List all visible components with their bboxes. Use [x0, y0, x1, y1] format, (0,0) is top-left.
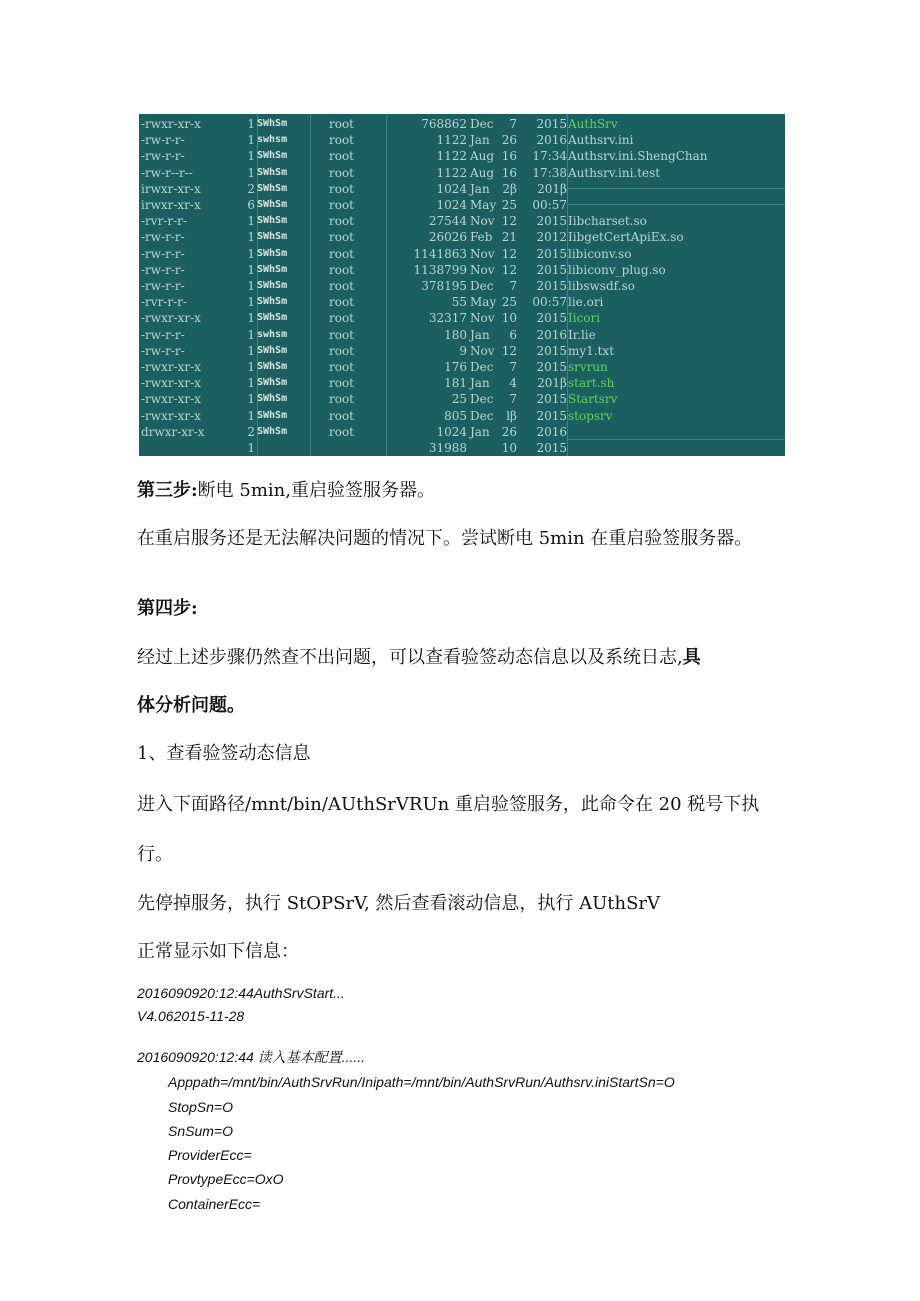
listing-mon: Nov: [470, 214, 495, 229]
listing-size: 26026: [428, 230, 467, 245]
listing-row: [139, 294, 785, 310]
listing-owner: swhsm: [257, 328, 288, 340]
listing-group: root: [329, 149, 355, 164]
listing-perm: -rwxr-xr-x: [141, 376, 201, 391]
listing-time: 2015: [536, 117, 567, 131]
listing-row: [139, 408, 785, 424]
listing-links: 1: [247, 327, 255, 342]
listing-group: root: [329, 198, 355, 212]
listing-owner: SWhSm: [257, 199, 288, 210]
listing-links: 1: [247, 343, 255, 358]
listing-name: my1.txt: [568, 343, 615, 358]
listing-group: root: [329, 279, 355, 293]
listing-mon: Jan: [470, 133, 490, 148]
listing-name: IibgetCertApiEx.so: [568, 230, 684, 245]
listing-day: 12: [501, 214, 517, 229]
listing-perm: -rwxr-xr-x: [141, 392, 201, 407]
listing-perm: -rvr-r-r-: [141, 214, 187, 229]
listing-time: 00:57: [532, 295, 567, 310]
log-line: ProvtypeEcc=OxO: [168, 1171, 284, 1187]
listing-owner: SWhSm: [257, 377, 288, 389]
listing-row: [139, 148, 785, 164]
listing-size: 1138799: [413, 262, 467, 277]
listing-owner: swhsm: [257, 134, 288, 146]
listing-mon: Aug: [470, 165, 495, 180]
listing-group: root: [329, 262, 355, 277]
listing-links: 1: [247, 133, 255, 148]
listing-day: 12: [501, 262, 517, 277]
listing-perm: -rw-r-r-: [141, 327, 185, 342]
listing-group: root: [329, 246, 355, 261]
listing-group: root: [329, 181, 355, 196]
listing-size: 55: [451, 295, 467, 310]
listing-mon: May: [470, 295, 497, 310]
listing-perm: -rw-r--r--: [141, 165, 193, 180]
para-power-off: 在重启服务还是无法解决问题的情况下。尝试断电 5min 在重启验签服务器。: [137, 528, 753, 549]
listing-mon: Aug: [470, 149, 495, 164]
listing-links: 1: [247, 149, 255, 164]
listing-group: root: [329, 376, 355, 391]
para-check-logs-a: 经过上述步骤仍然查不出问题，可以查看验签动态信息以及系统日志,: [137, 647, 683, 668]
listing-name: libiconv.so: [568, 246, 632, 261]
listing-perm: -rw-r-r-: [141, 262, 185, 277]
listing-time: 2015: [536, 343, 567, 358]
listing-time: 2016: [536, 133, 567, 148]
listing-size: 1122: [436, 133, 467, 148]
listing-links: 2: [247, 181, 255, 196]
listing-day: 6: [509, 327, 517, 342]
listing-perm: -rw-r-r-: [141, 230, 185, 245]
listing-row: [139, 213, 785, 229]
listing-day: 4: [509, 376, 517, 391]
listing-owner: SWhSm: [257, 312, 288, 324]
listing-perm: -rwxr-xr-x: [141, 117, 201, 131]
listing-links: 1: [247, 246, 255, 261]
listing-name: stopsrv: [568, 408, 613, 423]
listing-day: 7: [509, 360, 517, 374]
step3-title: 第三步:: [137, 480, 198, 501]
listing-time: 201β: [537, 181, 567, 196]
listing-row: [139, 116, 785, 132]
listing-row: [139, 165, 785, 181]
listing-row: [139, 278, 785, 294]
para-normal-display: 正常显示如下信息：: [137, 941, 299, 962]
listing-name: start.sh: [568, 376, 615, 391]
para-stop-service: 先停掉服务，执行 StOPSrV, 然后查看滚动信息，执行 AUthSrV: [137, 893, 661, 914]
listing-name: Authsrv.ini.test: [568, 165, 661, 180]
listing-links: 1: [247, 230, 255, 245]
listing-time: 201β: [537, 376, 567, 391]
listing-name: lie.ori: [568, 295, 604, 310]
listing-group: root: [329, 133, 355, 148]
listing-row: [139, 343, 785, 359]
listing-day: 12: [501, 246, 517, 261]
listing-day: 26: [501, 133, 517, 148]
listing-links: 2: [247, 424, 255, 439]
listing-mon: Jan: [470, 376, 490, 391]
step3-line: [137, 478, 787, 504]
para-check-logs-b: 具: [682, 647, 701, 668]
listing-owner: SWhSm: [257, 247, 288, 259]
listing-row: [139, 262, 785, 278]
listing-row: [139, 359, 785, 375]
listing-perm: -rw-r-r-: [141, 343, 185, 358]
listing-name: libiconv_plug.so: [568, 262, 666, 277]
listing-size: 32317: [428, 311, 467, 326]
listing-links: 1: [247, 117, 255, 131]
listing-time: 2015: [536, 262, 567, 277]
listing-mon: Jan: [470, 181, 490, 196]
listing-links: 1: [247, 214, 255, 229]
listing-row: [139, 375, 785, 391]
listing-day: 7: [509, 117, 517, 131]
listing-links: 1: [247, 279, 255, 293]
listing-size: 181: [444, 376, 467, 391]
listing-row: [139, 310, 785, 326]
listing-perm: -rwxr-xr-x: [141, 408, 201, 423]
listing-mon: Dec: [470, 392, 494, 407]
listing-name: Ir.lie: [568, 327, 596, 342]
listing-owner: SWhSm: [257, 280, 288, 291]
listing-owner: SWhSm: [257, 409, 288, 421]
step3-text: 断电 5min,重启验签服务器。: [197, 480, 435, 501]
listing-row: [139, 197, 785, 213]
listing-name: srvrun: [568, 360, 608, 374]
listing-time: 2015: [536, 214, 567, 229]
listing-group: root: [329, 327, 355, 342]
listing-owner: SWhSm: [257, 118, 288, 129]
listing-row: [139, 327, 785, 343]
listing-group: root: [329, 424, 355, 439]
listing-size: 9: [459, 343, 467, 358]
log-line: SnSum=O: [168, 1123, 233, 1139]
listing-name: Authsrv.ini: [568, 133, 634, 148]
listing-day: 16: [501, 165, 517, 180]
listing-day: 25: [501, 198, 517, 212]
listing-size: 378195: [421, 279, 467, 293]
listing-time: 00:57: [532, 198, 567, 212]
listing-links: 6: [247, 198, 255, 212]
listing-row: [139, 424, 785, 440]
list-item-1: 1、查看验签动态信息: [137, 743, 311, 764]
listing-perm: -rw-r-r-: [141, 133, 185, 148]
listing-perm: -rw-r-r-: [141, 149, 185, 164]
listing-size: 25: [451, 392, 467, 407]
listing-row: [139, 440, 785, 456]
listing-owner: SWhSm: [257, 425, 288, 437]
listing-row: [139, 132, 785, 148]
log-line: 2016090920:12:44AuthSrvStart...: [137, 985, 345, 1001]
para-check-logs-c: 体分析问题。: [137, 695, 245, 716]
listing-mon: Jan: [470, 424, 490, 439]
listing-mon: Nov: [470, 262, 495, 277]
listing-time: 2012: [536, 230, 567, 245]
listing-day: 10: [501, 441, 517, 455]
listing-size: 1122: [436, 149, 467, 164]
listing-owner: SWhSm: [257, 231, 288, 243]
listing-links: 1: [247, 392, 255, 407]
listing-links: 1: [247, 311, 255, 326]
listing-day: 16: [501, 149, 517, 164]
listing-perm: -rwxr-xr-x: [141, 360, 201, 374]
listing-name: libswsdf.so: [568, 279, 635, 293]
listing-group: root: [329, 311, 355, 326]
listing-name: Startsrv: [568, 392, 618, 407]
listing-mon: May: [470, 198, 497, 212]
listing-perm: -rw-r-r-: [141, 279, 185, 293]
listing-group: root: [329, 165, 355, 180]
log-line: ProviderEcc=: [168, 1147, 252, 1163]
listing-mon: Dec: [470, 360, 494, 374]
listing-owner: SWhSm: [257, 361, 288, 372]
listing-perm: -rw-r-r-: [141, 246, 185, 261]
listing-time: 2016: [536, 327, 567, 342]
listing-owner: SWhSm: [257, 393, 288, 405]
listing-day: 26: [501, 424, 517, 439]
log-line: V4.062015-11-28: [137, 1008, 245, 1024]
listing-mon: Dec: [470, 117, 494, 131]
listing-group: root: [329, 408, 355, 423]
listing-links: 1: [247, 376, 255, 391]
listing-owner: SWhSm: [257, 263, 288, 275]
listing-time: 17:38: [532, 165, 567, 180]
listing-size: 805: [444, 408, 467, 423]
listing-owner: SWhSm: [257, 166, 288, 178]
listing-links: 1: [247, 295, 255, 310]
log-line: 2016090920:12:44 读入基本配置......: [137, 1049, 366, 1065]
listing-row: [139, 229, 785, 245]
listing-mon: Dec: [470, 279, 494, 293]
listing-size: 1141863: [413, 246, 467, 261]
listing-group: root: [329, 392, 355, 407]
listing-perm: irwxr-xr-x: [141, 181, 201, 196]
listing-links: 1: [247, 360, 255, 374]
listing-size: 1024: [436, 198, 467, 212]
listing-owner: SWhSm: [257, 296, 288, 308]
listing-size: 176: [444, 360, 467, 374]
listing-group: root: [329, 343, 355, 358]
listing-mon: Nov: [470, 246, 495, 261]
listing-links: 1: [247, 165, 255, 180]
listing-time: 2015: [536, 360, 567, 374]
listing-size: 1024: [436, 181, 467, 196]
listing-time: 17:34: [532, 149, 567, 164]
listing-day: 10: [501, 311, 517, 326]
listing-size: 1024: [436, 424, 467, 439]
listing-time: 2015: [536, 392, 567, 407]
listing-time: 2015: [536, 441, 567, 455]
terminal-listing: [139, 114, 785, 456]
listing-time: 2015: [536, 408, 567, 423]
listing-day: 7: [509, 392, 517, 407]
listing-time: 2015: [536, 311, 567, 326]
log-line: StopSn=O: [168, 1099, 233, 1115]
listing-group: root: [329, 230, 355, 245]
step4-title: 第四步:: [137, 598, 198, 619]
listing-size: 768862: [421, 117, 467, 131]
listing-name: Iicori: [568, 311, 601, 326]
listing-perm: irwxr-xr-x: [141, 198, 201, 212]
listing-row: [139, 246, 785, 262]
listing-time: 2016: [536, 424, 567, 439]
listing-size: 1122: [436, 165, 467, 180]
listing-mon: Jan: [470, 327, 490, 342]
listing-group: root: [329, 360, 355, 374]
listing-owner: SWhSm: [257, 182, 288, 194]
listing-name: AuthSrv: [568, 117, 618, 131]
listing-row: [139, 181, 785, 197]
log-line: ContainerEcc=: [168, 1196, 261, 1212]
listing-row: [139, 391, 785, 407]
listing-links: 1: [247, 408, 255, 423]
listing-group: root: [329, 295, 355, 310]
listing-size: 180: [444, 327, 467, 342]
listing-perm: -rwxr-xr-x: [141, 311, 201, 326]
listing-day: lβ: [506, 408, 517, 423]
listing-group: root: [329, 117, 355, 131]
listing-size: 27544: [428, 214, 467, 229]
listing-day: 7: [509, 279, 517, 293]
listing-name: Authsrv.ini.ShengChan: [568, 149, 708, 164]
listing-day: 12: [501, 343, 517, 358]
listing-day: 25: [501, 295, 517, 310]
listing-time: 2015: [536, 279, 567, 293]
listing-group: root: [329, 214, 355, 229]
para-check-logs: [137, 645, 787, 671]
listing-owner: SWhSm: [257, 215, 288, 227]
listing-size: 31988: [428, 441, 467, 455]
listing-owner: SWhSm: [257, 150, 288, 162]
listing-day: 2β: [502, 181, 517, 196]
listing-perm: drwxr-xr-x: [141, 424, 205, 439]
log-line: Apppath=/mnt/bin/AuthSrvRun/Inipath=/mnt/bin/AuthSrvRun/Authsrv.iniStartSn=O: [168, 1074, 675, 1090]
listing-perm: -rvr-r-r-: [141, 295, 187, 310]
listing-mon: Nov: [470, 343, 495, 358]
listing-name: Iibcharset.so: [568, 214, 647, 229]
listing-links: 1: [247, 262, 255, 277]
para-path-cont: 行。: [137, 844, 173, 865]
para-path: 进入下面路径/mnt/bin/AUthSrVRUn 重启验签服务，此命令在 20 税号下执: [137, 794, 760, 815]
listing-mon: Dec: [470, 408, 494, 423]
listing-time: 2015: [536, 246, 567, 261]
listing-links: 1: [247, 441, 255, 455]
listing-mon: Nov: [470, 311, 495, 326]
listing-day: 21: [501, 230, 517, 245]
listing-mon: Feb: [470, 230, 493, 245]
listing-owner: SWhSm: [257, 344, 288, 356]
